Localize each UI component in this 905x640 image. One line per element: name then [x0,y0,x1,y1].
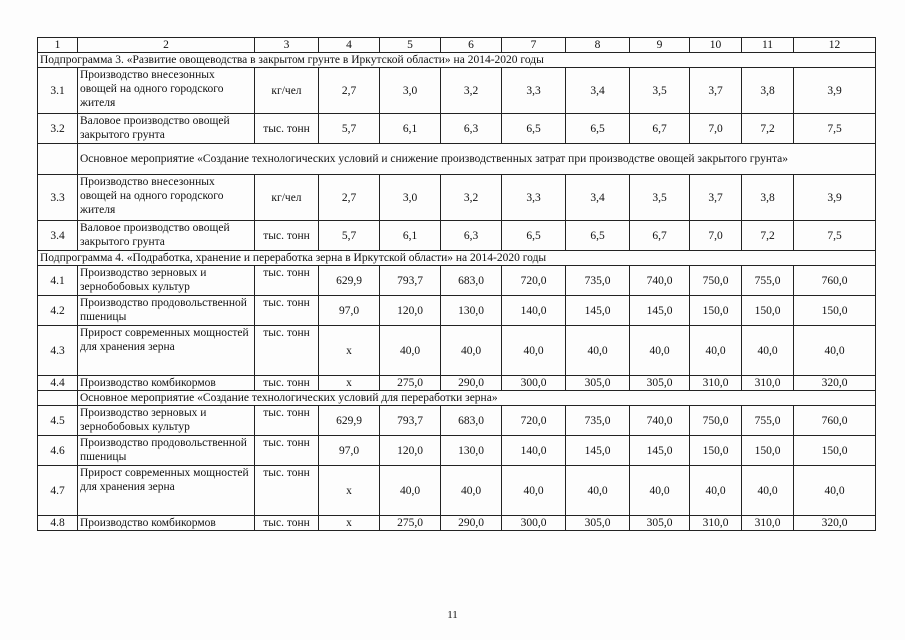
value-cell: 300,0 [502,376,566,391]
subprogram-title: Подпрограмма 3. «Развитие овощеводства в закрытом грунте в Иркутской области» на 2014-2020 годы [38,53,876,68]
value-cell: 3,9 [794,175,876,221]
row-number: 3.2 [38,114,78,144]
indicator-name: Производство зерновых и зернобобовых культур [78,266,255,296]
value-cell: 40,0 [566,466,630,516]
table-row [38,266,876,296]
value-cell: 40,0 [441,326,502,376]
value-cell: 40,0 [690,466,742,516]
value-cell: 3,5 [630,175,690,221]
value-cell: 735,0 [566,406,630,436]
value-cell: 793,7 [380,266,441,296]
value-cell: 40,0 [380,326,441,376]
empty-cell [38,391,78,406]
value-cell: 310,0 [690,516,742,531]
value-cell: 2,7 [319,68,380,114]
page-number: 11 [447,609,458,621]
value-cell: 40,0 [794,466,876,516]
value-cell: 7,2 [742,114,794,144]
table-row [38,68,876,114]
value-cell: 629,9 [319,406,380,436]
column-header: 5 [380,38,441,53]
table-row [38,376,876,391]
value-cell: 720,0 [502,406,566,436]
value-cell: 720,0 [502,266,566,296]
value-cell: x [319,516,380,531]
value-cell: 3,3 [502,68,566,114]
column-header: 4 [319,38,380,53]
value-cell: 310,0 [742,516,794,531]
indicator-name: Производство комбикормов [78,376,255,391]
value-cell: 3,2 [441,175,502,221]
value-cell: 629,9 [319,266,380,296]
main-event-row [38,144,876,175]
value-cell: 750,0 [690,266,742,296]
value-cell: 150,0 [742,296,794,326]
value-cell: 40,0 [380,466,441,516]
value-cell: 683,0 [441,266,502,296]
value-cell: 750,0 [690,406,742,436]
value-cell: 7,0 [690,114,742,144]
table-row [38,296,876,326]
value-cell: 3,3 [502,175,566,221]
value-cell: 320,0 [794,376,876,391]
unit-cell: тыс. тонн [255,376,319,391]
column-header: 11 [742,38,794,53]
value-cell: 305,0 [566,376,630,391]
value-cell: 3,8 [742,175,794,221]
value-cell: 97,0 [319,436,380,466]
value-cell: 3,7 [690,175,742,221]
value-cell: 40,0 [794,326,876,376]
table-row [38,516,876,531]
value-cell: 760,0 [794,266,876,296]
value-cell: 3,9 [794,68,876,114]
column-header: 9 [630,38,690,53]
indicator-table [37,37,876,531]
value-cell: 755,0 [742,266,794,296]
value-cell: 6,5 [566,221,630,251]
row-number: 3.3 [38,175,78,221]
value-cell: 130,0 [441,296,502,326]
value-cell: 40,0 [690,326,742,376]
indicator-name: Производство внесезонных овощей на одного городского жителя [78,175,255,221]
value-cell: 5,7 [319,221,380,251]
column-header: 6 [441,38,502,53]
value-cell: 6,1 [380,221,441,251]
column-header: 12 [794,38,876,53]
value-cell: 40,0 [502,326,566,376]
unit-cell: тыс. тонн [255,266,319,296]
column-header: 8 [566,38,630,53]
row-number: 4.1 [38,266,78,296]
value-cell: 3,0 [380,68,441,114]
value-cell: 290,0 [441,516,502,531]
value-cell: 2,7 [319,175,380,221]
row-number: 3.4 [38,221,78,251]
value-cell: 320,0 [794,516,876,531]
value-cell: x [319,376,380,391]
value-cell: 755,0 [742,406,794,436]
value-cell: 150,0 [742,436,794,466]
row-number: 4.2 [38,296,78,326]
value-cell: 3,4 [566,68,630,114]
row-number: 4.4 [38,376,78,391]
row-number: 3.1 [38,68,78,114]
value-cell: 7,5 [794,221,876,251]
unit-cell: кг/чел [255,175,319,221]
value-cell: 150,0 [794,436,876,466]
unit-cell: тыс. тонн [255,221,319,251]
empty-cell [38,144,78,175]
main-event-title: Основное мероприятие «Создание технологических условий и снижение производственных затрат при производстве овощей закрытого грунта» [78,144,876,175]
value-cell: 6,3 [441,221,502,251]
value-cell: 305,0 [630,376,690,391]
value-cell: 150,0 [690,296,742,326]
value-cell: 7,0 [690,221,742,251]
value-cell: 40,0 [630,326,690,376]
value-cell: 793,7 [380,406,441,436]
value-cell: 3,4 [566,175,630,221]
row-number: 4.5 [38,406,78,436]
value-cell: 145,0 [630,436,690,466]
table-row [38,326,876,376]
value-cell: 40,0 [566,326,630,376]
table-row [38,436,876,466]
value-cell: 735,0 [566,266,630,296]
value-cell: 97,0 [319,296,380,326]
row-number: 4.3 [38,326,78,376]
value-cell: 290,0 [441,376,502,391]
value-cell: 140,0 [502,296,566,326]
value-cell: 305,0 [566,516,630,531]
indicator-name: Прирост современных мощностей для хранения зерна [78,326,255,376]
subprogram-row [38,53,876,68]
value-cell: x [319,466,380,516]
value-cell: 3,0 [380,175,441,221]
indicator-name: Валовое производство овощей закрытого грунта [78,114,255,144]
value-cell: x [319,326,380,376]
indicator-name: Производство комбикормов [78,516,255,531]
value-cell: 150,0 [794,296,876,326]
value-cell: 275,0 [380,516,441,531]
unit-cell: тыс. тонн [255,516,319,531]
value-cell: 305,0 [630,516,690,531]
value-cell: 120,0 [380,296,441,326]
value-cell: 3,8 [742,68,794,114]
row-number: 4.6 [38,436,78,466]
column-header: 1 [38,38,78,53]
value-cell: 310,0 [742,376,794,391]
value-cell: 145,0 [566,296,630,326]
value-cell: 40,0 [502,466,566,516]
table-row [38,466,876,516]
value-cell: 40,0 [441,466,502,516]
value-cell: 6,5 [566,114,630,144]
value-cell: 6,5 [502,114,566,144]
value-cell: 3,2 [441,68,502,114]
unit-cell: кг/чел [255,68,319,114]
value-cell: 6,3 [441,114,502,144]
main-event-title: Основное мероприятие «Создание технологических условий для переработки зерна» [78,391,876,406]
table-row [38,114,876,144]
indicator-name: Производство продовольственной пшеницы [78,436,255,466]
subprogram-title: Подпрограмма 4. «Подработка, хранение и переработка зерна в Иркутской области» на 2014-2020 годы [38,251,876,266]
indicator-name: Производство внесезонных овощей на одного городского жителя [78,68,255,114]
table-row [38,175,876,221]
value-cell: 7,2 [742,221,794,251]
value-cell: 140,0 [502,436,566,466]
indicator-name: Производство зерновых и зернобобовых культур [78,406,255,436]
indicator-name: Производство продовольственной пшеницы [78,296,255,326]
value-cell: 40,0 [742,326,794,376]
indicator-name: Прирост современных мощностей для хранения зерна [78,466,255,516]
value-cell: 6,7 [630,114,690,144]
value-cell: 740,0 [630,266,690,296]
value-cell: 130,0 [441,436,502,466]
column-header: 3 [255,38,319,53]
value-cell: 275,0 [380,376,441,391]
unit-cell: тыс. тонн [255,326,319,376]
value-cell: 40,0 [630,466,690,516]
value-cell: 310,0 [690,376,742,391]
value-cell: 120,0 [380,436,441,466]
value-cell: 3,7 [690,68,742,114]
value-cell: 683,0 [441,406,502,436]
unit-cell: тыс. тонн [255,296,319,326]
value-cell: 145,0 [566,436,630,466]
value-cell: 150,0 [690,436,742,466]
unit-cell: тыс. тонн [255,466,319,516]
value-cell: 6,5 [502,221,566,251]
value-cell: 40,0 [742,466,794,516]
column-header-row [38,38,876,53]
value-cell: 7,5 [794,114,876,144]
unit-cell: тыс. тонн [255,406,319,436]
column-header: 10 [690,38,742,53]
column-header: 7 [502,38,566,53]
value-cell: 145,0 [630,296,690,326]
column-header: 2 [78,38,255,53]
value-cell: 6,1 [380,114,441,144]
indicator-name: Валовое производство овощей закрытого грунта [78,221,255,251]
unit-cell: тыс. тонн [255,436,319,466]
table-row [38,221,876,251]
value-cell: 6,7 [630,221,690,251]
value-cell: 3,5 [630,68,690,114]
row-number: 4.7 [38,466,78,516]
table-row [38,406,876,436]
value-cell: 300,0 [502,516,566,531]
row-number: 4.8 [38,516,78,531]
value-cell: 740,0 [630,406,690,436]
unit-cell: тыс. тонн [255,114,319,144]
value-cell: 5,7 [319,114,380,144]
value-cell: 760,0 [794,406,876,436]
subprogram-row [38,251,876,266]
main-event-row [38,391,876,406]
